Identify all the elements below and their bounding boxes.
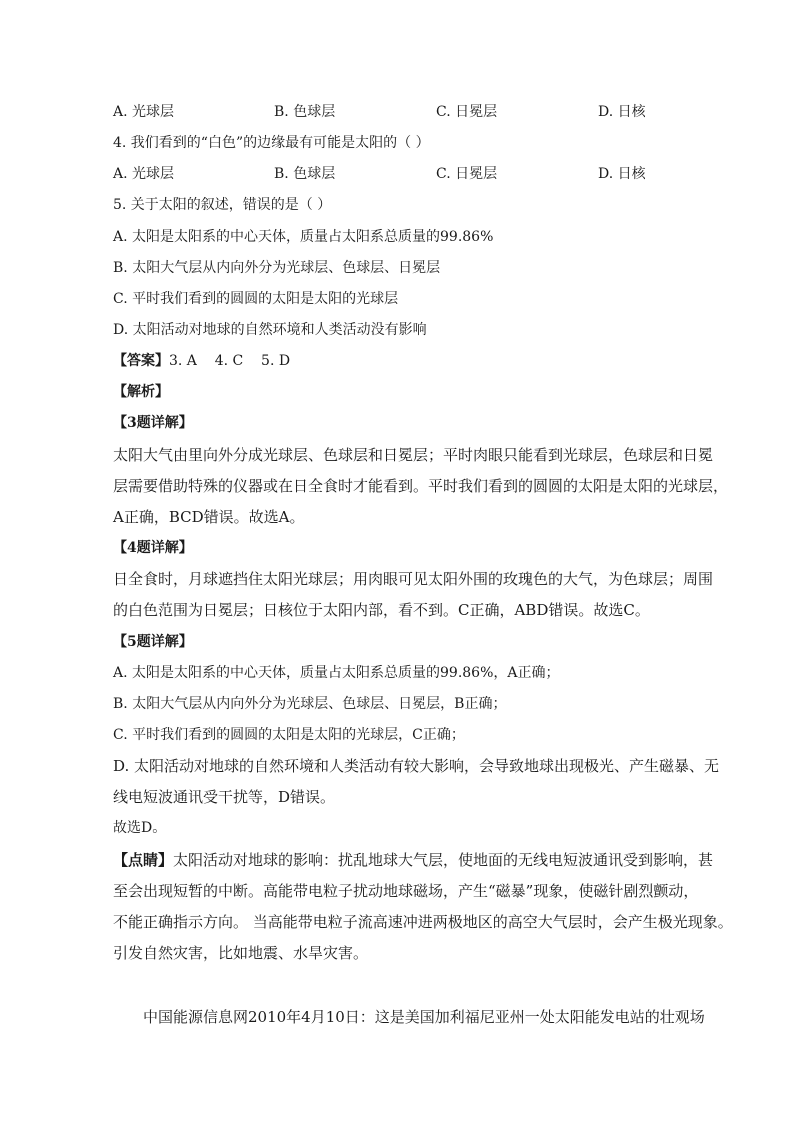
q4-stem: 4. 我们看到的“白色”的边缘最有可能是太阳的（ ） [113, 135, 430, 151]
q3-option-c: C. 日冕层 [436, 104, 498, 120]
q5-stem: 5. 关于太阳的叙述，错误的是（ ） [113, 197, 332, 213]
q5-detail-label: 【5题详解】 [113, 634, 193, 650]
q4-option-a: A. 光球层 [113, 166, 175, 182]
q4-option-b: B. 色球层 [274, 166, 336, 182]
q5-detail-line: 故选D。 [113, 820, 167, 836]
answer-text: 3. A 4. C 5. D [169, 353, 291, 369]
q4-option-d: D. 日核 [598, 166, 646, 182]
q4-detail-label: 【4题详解】 [113, 540, 193, 556]
q5-option-a: A. 太阳是太阳系的中心天体，质量占太阳系总质量的99.86% [113, 229, 494, 245]
q3-detail-line: 层需要借助特殊的仪器或在日全食时才能看到。平时我们看到的圆圆的太阳是太阳的光球层， [113, 477, 729, 495]
tip-line: 至会出现短暂的中断。高能带电粒子扰动地球磁场，产生“磁暴”现象，使磁针剧烈颤动， [113, 882, 699, 900]
tip-line: 不能正确指示方向。 当高能带电粒子流高速冲进两极地区的高空大气层时，会产生极光现象。 [113, 913, 733, 931]
q5-option-b: B. 太阳大气层从内向外分为光球层、色球层、日冕层 [113, 260, 441, 276]
q5-option-c: C. 平时我们看到的圆圆的太阳是太阳的光球层 [113, 291, 399, 307]
footer-line: 中国能源信息网2010年4月10日：这是美国加利福尼亚州一处太阳能发电站的壮观场 [143, 1008, 705, 1026]
q5-option-d: D. 太阳活动对地球的自然环境和人类活动没有影响 [113, 322, 427, 338]
q3-detail-label: 【3题详解】 [113, 415, 193, 431]
q3-detail-line: A正确，BCD错误。故选A。 [113, 508, 305, 526]
q3-detail-line: 太阳大气由里向外分成光球层、色球层和日冕层；平时肉眼只能看到光球层，色球层和日冕 [113, 446, 714, 464]
q5-detail-line: C. 平时我们看到的圆圆的太阳是太阳的光球层，C正确； [113, 727, 465, 743]
q4-detail-line: 的白色范围为日冕层；日核位于太阳内部，看不到。C正确，ABD错误。故选C。 [113, 601, 650, 619]
q5-detail-line: D. 太阳活动对地球的自然环境和人类活动有较大影响，会导致地球出现极光、产生磁暴、无 [113, 757, 720, 775]
tip-label: 【点睛】 [113, 851, 174, 869]
q3-option-d: D. 日核 [598, 104, 646, 120]
q4-option-c: C. 日冕层 [436, 166, 498, 182]
answer-line [113, 351, 693, 371]
q4-detail-line: 日全食时，月球遮挡住太阳光球层；用肉眼可见太阳外围的玫瑰色的大气，为色球层；周围 [113, 570, 714, 588]
tip-first-line [113, 850, 714, 870]
q3-option-b: B. 色球层 [274, 104, 336, 120]
tip-first-text: 太阳活动对地球的影响：扰乱地球大气层，使地面的无线电短波通讯受到影响，甚 [173, 851, 714, 869]
q5-detail-line: B. 太阳大气层从内向外分为光球层、色球层、日冕层，B正确； [113, 696, 507, 712]
q3-option-a: A. 光球层 [113, 104, 175, 120]
q5-detail-line: A. 太阳是太阳系的中心天体，质量占太阳系总质量的99.86%，A正确； [113, 665, 560, 681]
analysis-label: 【解析】 [113, 384, 169, 400]
answer-label: 【答案】 [113, 353, 169, 369]
tip-line: 引发自然灾害，比如地震、水旱灾害。 [113, 944, 369, 962]
q5-detail-line: 线电短波通讯受干扰等，D错误。 [113, 788, 336, 806]
